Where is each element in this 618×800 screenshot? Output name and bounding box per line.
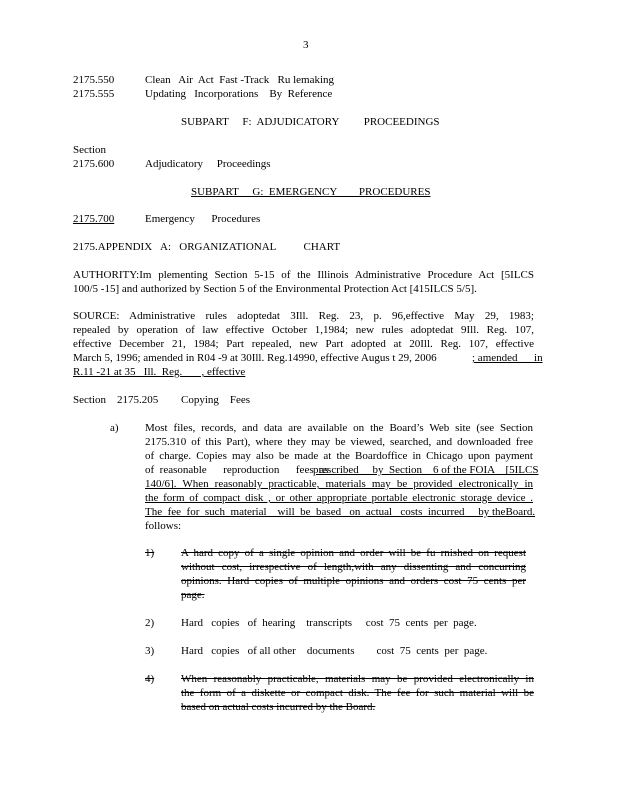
toc-title: Adjudicatory Proceedings [145,158,271,170]
item-a-amended-block [145,477,533,505]
item-3-number: 3) [145,645,155,657]
item-a-amended-text: prescribed by Section 6 of the FOIA [5ILCS [313,464,539,476]
appendix-number: 2175.APPENDIX [73,241,153,253]
toc-number: 2175.555 [73,88,115,100]
item-4-line: When reasonably practicable, materials may be provided electronically in [181,673,534,685]
item-4-text [181,672,534,714]
toc-number: 2175.550 [73,74,115,86]
item-1-line: page. [181,589,205,601]
source-amendment: ; amended in [472,352,543,364]
source-line: effective December 21, 1984; Part repealed, new Part adopted at 20Ill. Reg. 107, effective [73,338,534,350]
item-4-line: the form of a diskette or compact disk. The fee for such material will be [181,687,534,699]
source-paragraph [73,309,534,365]
appendix-title: A: ORGANIZATIONAL CHART [160,241,341,253]
toc-number: 2175.600 [73,158,115,170]
item-2-number: 2) [145,617,155,629]
item-3-text: Hard copies of all other documents cost 75 cents per page. [181,645,488,657]
item-a-paragraph [145,421,533,463]
subpart-f-heading: SUBPART F: ADJUDICATORY PROCEEDINGS [181,116,440,128]
item-1-line: A hard copy of a single opinion and order will be fu rnished on request [181,547,526,559]
item-a-follows: follows: [145,520,182,532]
source-line: SOURCE: Administrative rules adoptedat 3Ill. Reg. 23, p. 96,effective May 29, 1983; [73,310,534,322]
item-a-amended-line: the form of compact disk , or other appropriate portable electronic storage device . [145,492,533,504]
authority-paragraph [73,268,534,296]
item-1-line: without cost, irrespective of length,with any dissenting and concurring [181,561,526,573]
item-a-amended-line: 140/6]. When reasonably practicable, materials may be provided electronically in [145,478,533,490]
item-a-line: of reasonable reproduction fees as [145,464,329,476]
item-a-line: of charge. Copies may also be made at the Boardoffice in Chicago upon payment [145,450,533,462]
item-a-amended-line: The fee for such material will be based on actual costs incurred by theBoard. [145,506,536,518]
subpart-g-heading: SUBPART G: EMERGENCY PROCEDURES [191,186,431,198]
authority-line: AUTHORITY:Im plementing Section 5-15 of the Illinois Administrative Procedure Act [5ILCS [73,269,534,281]
item-a-line: 2175.310 of this Part), where they may be viewed, searched, and downloaded free [145,436,533,448]
toc-title: Updating Incorporations By Reference [145,88,333,100]
toc-number: 2175.700 [73,213,115,225]
item-4-number: 4) [145,673,155,685]
item-2-text: Hard copies of hearing transcripts cost 75 cents per page. [181,617,477,629]
item-1-number: 1) [145,547,155,559]
toc-title: Clean Air Act Fast -Track Ru lemaking [145,74,335,86]
section-205-title: Copying Fees [181,394,251,406]
section-label: Section [73,144,106,156]
item-1-line: opinions. Hard copies of multiple opinions and orders cost 75 cents per [181,575,526,587]
item-1-text [181,546,526,602]
page-number: 3 [303,39,309,51]
item-a-label: a) [110,422,119,434]
toc-row-700 [73,212,261,226]
authority-line: 100/5 -15] and authorized by Section 5 of the Environmental Protection Act [415ILCS 5/5]. [73,283,477,295]
source-line: March 5, 1996; amended in R04 -9 at 30Ill. Reg.14990, effective Augus t 29, 2006 [73,352,437,364]
section-205-label: Section 2175.205 [73,394,159,406]
source-amendment-line: R.11 -21 at 35 Ill. Reg. , effective [73,366,246,378]
item-4-line: based on actual costs incurred by the Board. [181,701,376,713]
toc-title: Emergency Procedures [145,213,261,225]
source-line: repealed by operation of law effective October 1,1984; new rules adoptedat 9Ill. Reg. 107, [73,324,534,336]
item-a-line: Most files, records, and data are available on the Board’s Web site (see Section [145,422,533,434]
